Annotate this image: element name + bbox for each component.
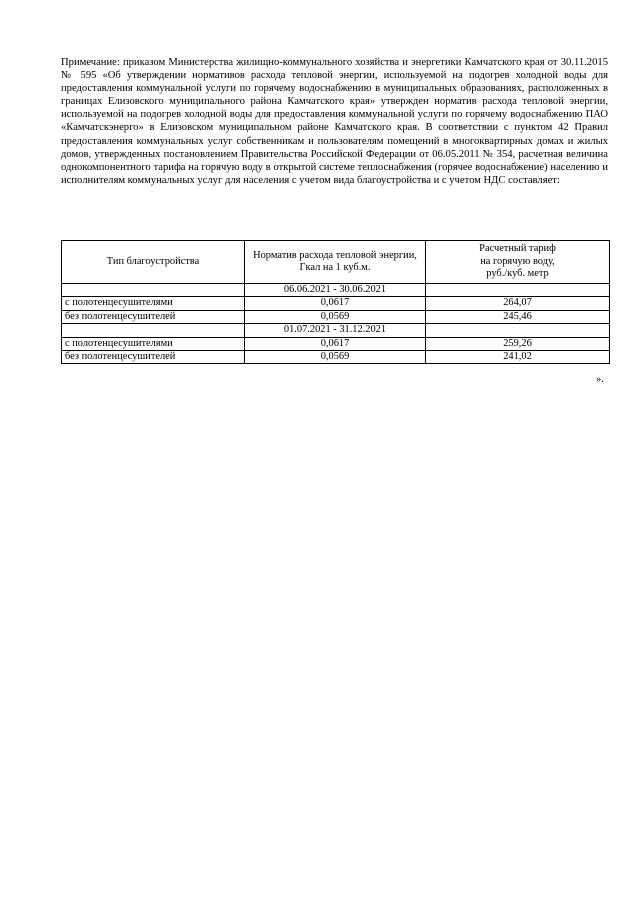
tariff-cell: 241,02 [426, 351, 610, 364]
table-row [62, 351, 610, 364]
type-cell: без полотенцесушителей [62, 310, 245, 323]
tariff-cell: 259,26 [426, 337, 610, 350]
norm-cell: 0,0569 [245, 310, 426, 323]
type-cell: без полотенцесушителей [62, 351, 245, 364]
tariff-cell: 245,46 [426, 310, 610, 323]
header-tariff: Расчетный тариф на горячую воду, руб./куб. метр [426, 241, 610, 284]
type-cell: с полотенцесушителями [62, 337, 245, 350]
period-row [62, 284, 610, 297]
table-row [62, 310, 610, 323]
header-norm: Норматив расхода тепловой энергии, Гкал на 1 куб.м. [245, 241, 426, 284]
norm-cell: 0,0617 [245, 337, 426, 350]
tariff-table [61, 240, 610, 364]
norm-cell: 0,0617 [245, 297, 426, 310]
period-label: 01.07.2021 - 31.12.2021 [245, 324, 426, 337]
period-row [62, 324, 610, 337]
table-row [62, 297, 610, 310]
closing-quote: ». [596, 374, 604, 385]
table-row [62, 337, 610, 350]
header-type: Тип благоустройства [62, 241, 245, 284]
tariff-cell: 264,07 [426, 297, 610, 310]
period-label: 06.06.2021 - 30.06.2021 [245, 284, 426, 297]
norm-cell: 0,0569 [245, 351, 426, 364]
note-paragraph: Примечание: приказом Министерства жилищно-коммунального хозяйства и энергетики Камчатского края от 30.11.2015 № 595 «Об утверждении нормативов расхода тепловой энергии, используемой на подогрев холодной воды для предоставления коммунальной услуги по горячему водоснабжению в муниципальных образованиях, расположенных в границах Елизовского муниципального района Камчатского края» утвержден норматив расхода тепловой энергии, используемой на подогрев холодной воды для предоставления коммунальной услуги по горячему водоснабжению ПАО «Камчатскэнерго» в Елизовском муниципальном районе Камчатского края. В соответствии с пунктом 42 Правил предоставления коммунальных услуг собственникам и пользователям помещений в многоквартирных домах и жилых домов, утвержденных постановлением Правительства Российской Федерации от 06.05.2011 № 354, расчетная величина однокомпонентного тарифа на горячую воду в открытой системе теплоснабжения (горячее водоснабжение) населению и исполнителям коммунальных услуг для населения с учетом вида благоустройства и с учетом НДС составляет: [61, 57, 608, 186]
table-header-row [62, 241, 610, 284]
type-cell: с полотенцесушителями [62, 297, 245, 310]
